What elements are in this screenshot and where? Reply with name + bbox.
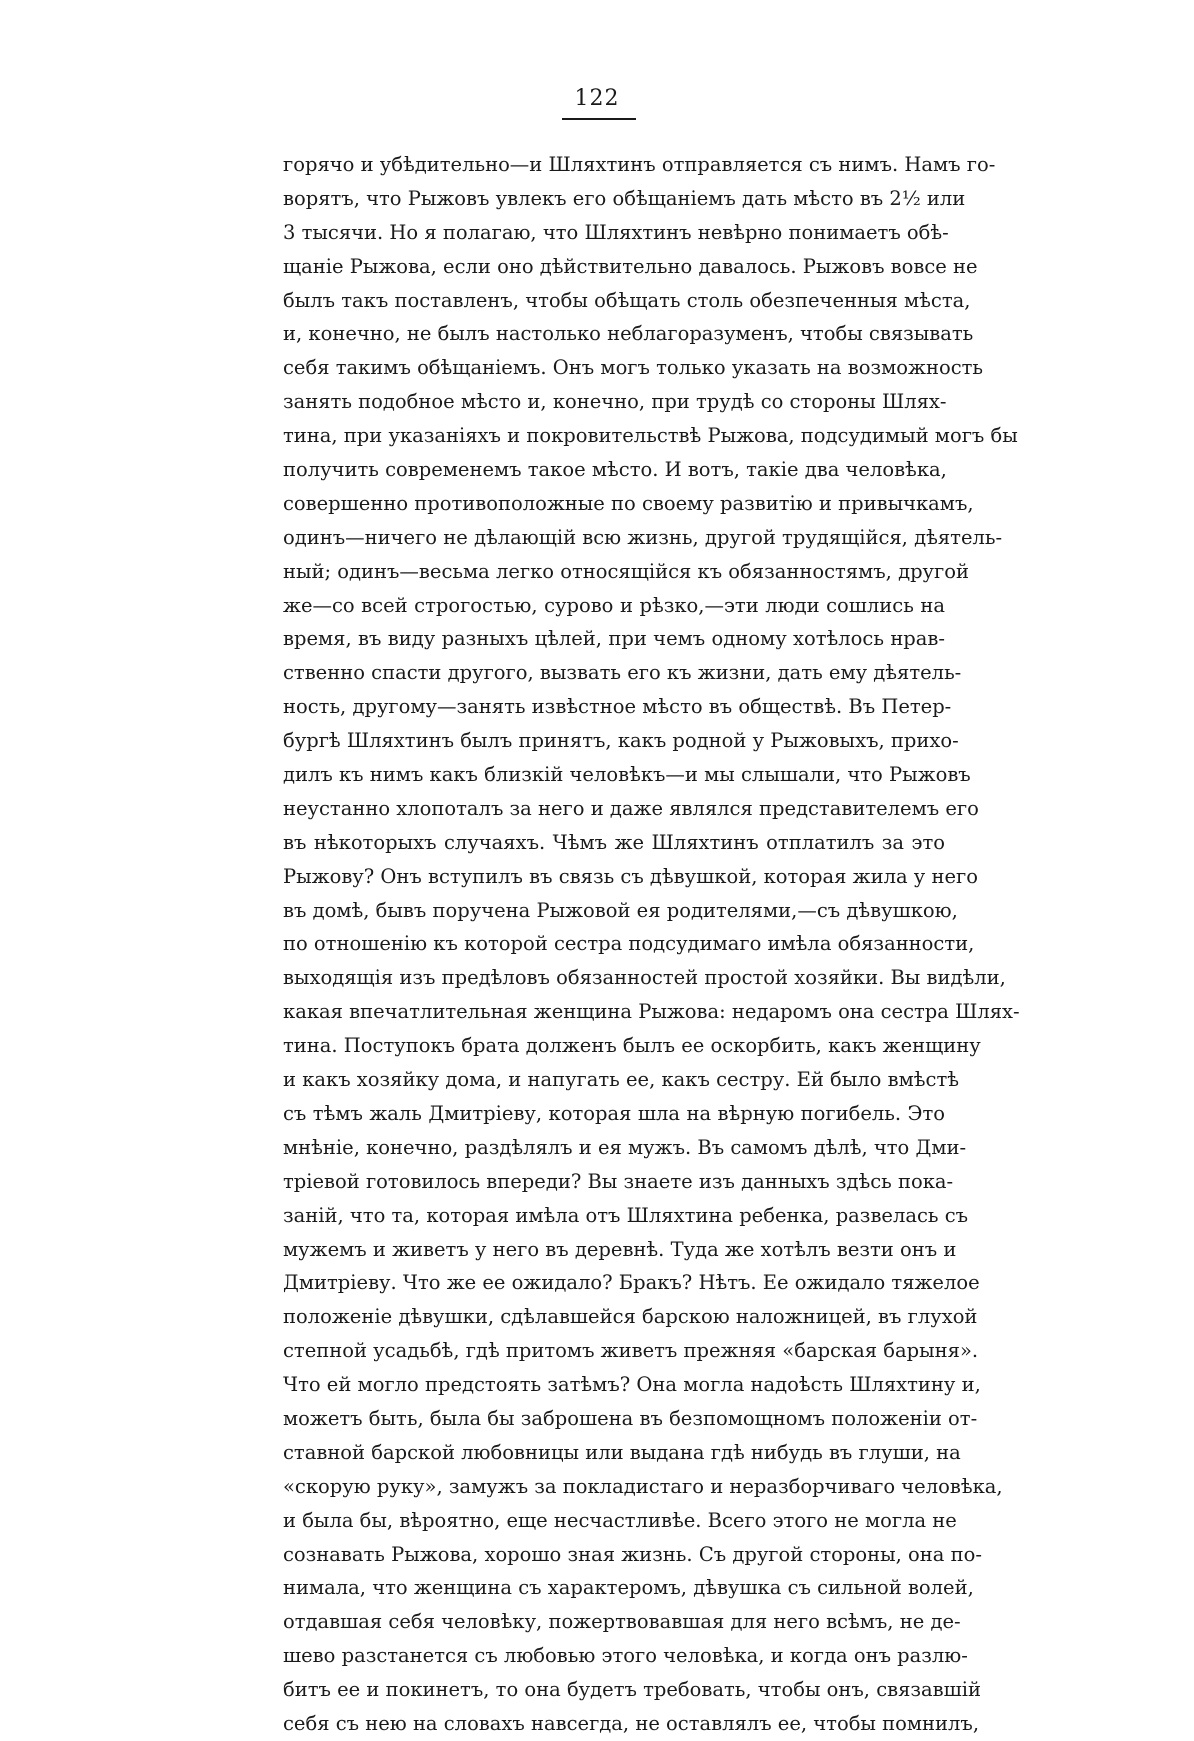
text-line: шево разстанется съ любовью этого человѣка, и когда онъ разлю-	[283, 1644, 968, 1668]
text-line: по отношенію къ которой сестра подсудимаго имѣла обязанности,	[283, 932, 975, 956]
text-line: одинъ—ничего не дѣлающій всю жизнь, другой трудящійся, дѣятель-	[283, 525, 1003, 549]
text-line: заній, что та, которая имѣла отъ Шляхтина ребенка, развелась съ	[283, 1203, 969, 1227]
text-line: сознавать Рыжова, хорошо зная жизнь. Съ другой стороны, она по-	[283, 1542, 982, 1566]
text-line: же—со всей строгостью, сурово и рѣзко,—эти люди сошлись на	[283, 593, 945, 617]
text-line: тріевой готовилось впереди? Вы знаете изъ данныхъ здѣсь пока-	[283, 1169, 954, 1193]
text-line: ставной барской любовницы или выдана гдѣ нибудь въ глуши, на	[283, 1440, 961, 1464]
text-line: и, конечно, не былъ настолько неблагоразуменъ, чтобы связывать	[283, 322, 974, 346]
text-line: съ тѣмъ жаль Дмитріеву, которая шла на вѣрную погибель. Это	[283, 1101, 945, 1125]
text-line: и была бы, вѣроятно, еще несчастливѣе. Всего этого не могла не	[283, 1508, 957, 1532]
text-line: горячо и убѣдительно—и Шляхтинъ отправляется съ нимъ. Намъ го-	[283, 153, 996, 176]
body-text	[283, 148, 1020, 1741]
text-line: въ домѣ, бывъ поручена Рыжовой ея родителями,—съ дѣвушкою,	[283, 898, 958, 922]
text-line: себя съ нею на словахъ навсегда, не оставлялъ ее, чтобы помнилъ,	[283, 1711, 980, 1735]
text-line: отдавшая себя человѣку, пожертвовавшая для него всѣмъ, не де-	[283, 1610, 961, 1634]
text-line: Дмитріеву. Что же ее ожидало? Бракъ? Нѣтъ. Ее ожидало тяжелое	[283, 1271, 980, 1295]
text-line: ный; одинъ—весьма легко относящійся къ обязанностямъ, другой	[283, 559, 969, 583]
text-line: Рыжову? Онъ вступилъ въ связь съ дѣвушкой, которая жила у него	[283, 864, 978, 888]
text-line: себя такимъ обѣщаніемъ. Онъ могъ только указать на возможность	[283, 356, 984, 380]
text-line: степной усадьбѣ, гдѣ притомъ живетъ прежняя «барская барыня».	[283, 1339, 979, 1363]
text-line: занять подобное мѣсто и, конечно, при трудѣ со стороны Шлях-	[283, 390, 947, 414]
text-line: мужемъ и живетъ у него въ деревнѣ. Туда же хотѣлъ везти онъ и	[283, 1237, 957, 1261]
text-line: можетъ быть, была бы заброшена въ безпомощномъ положеніи от-	[283, 1406, 978, 1430]
text-line: бургѣ Шляхтинъ былъ принятъ, какъ родной у Рыжовыхъ, прихо-	[283, 729, 959, 753]
text-line: Что ей могло предстоять затѣмъ? Она могла надоѣсть Шляхтину и,	[283, 1373, 981, 1397]
text-line: получить современемъ такое мѣсто. И вотъ, такіе два человѣка,	[283, 458, 947, 482]
text-line: щаніе Рыжова, если оно дѣйствительно давалось. Рыжовъ вовсе не	[283, 254, 978, 278]
text-line: какая впечатлительная женщина Рыжова: недаромъ она сестра Шлях-	[283, 1000, 1020, 1024]
text-line: выходящія изъ предѣловъ обязанностей простой хозяйки. Вы видѣли,	[283, 966, 1006, 990]
text-line: битъ ее и покинетъ, то она будетъ требовать, чтобы онъ, связавшій	[283, 1678, 982, 1702]
text-line: ворятъ, что Рыжовъ увлекъ его обѣщаніемъ дать мѣсто въ 2½ или	[283, 186, 966, 210]
text-line: неустанно хлопоталъ за него и даже являлся представителемъ его	[283, 796, 979, 820]
text-line: положеніе дѣвушки, сдѣлавшейся барскою наложницей, въ глухой	[283, 1305, 978, 1329]
text-line: «скорую руку», замужъ за покладистаго и неразборчиваго человѣка,	[283, 1474, 1003, 1498]
text-line: дилъ къ нимъ какъ близкій человѣкъ—и мы слышали, что Рыжовъ	[283, 763, 971, 787]
text-line: былъ такъ поставленъ, чтобы обѣщать столь обезпеченныя мѣста,	[283, 288, 971, 312]
text-line: нимала, что женщина съ характеромъ, дѣвушка съ сильной волей,	[283, 1576, 974, 1600]
text-line: тина, при указаніяхъ и покровительствѣ Рыжова, подсудимый могъ бы	[283, 424, 1018, 448]
page-number-rule	[562, 118, 636, 120]
page-number: 122	[574, 86, 620, 111]
text-line: время, въ виду разныхъ цѣлей, при чемъ одному хотѣлось нрав-	[283, 627, 945, 651]
text-line: въ нѣкоторыхъ случаяхъ. Чѣмъ же Шляхтинъ отплатилъ за это	[283, 830, 945, 854]
text-line: совершенно противоположные по своему развитію и привычкамъ,	[283, 491, 974, 515]
text-line: ность, другому—занять извѣстное мѣсто въ обществѣ. Въ Петер-	[283, 695, 952, 719]
text-line: ственно спасти другого, вызвать его къ жизни, дать ему дѣятель-	[283, 661, 962, 685]
text-line: тина. Поступокъ брата долженъ былъ ее оскорбить, какъ женщину	[283, 1034, 981, 1058]
text-line: мнѣніе, конечно, раздѣлялъ и ея мужъ. Въ самомъ дѣлѣ, что Дми-	[283, 1135, 967, 1159]
text-line: и какъ хозяйку дома, и напугать ее, какъ сестру. Ей было вмѣстѣ	[283, 1068, 959, 1092]
text-line: 3 тысячи. Но я полагаю, что Шляхтинъ невѣрно понимаетъ обѣ-	[283, 220, 949, 244]
